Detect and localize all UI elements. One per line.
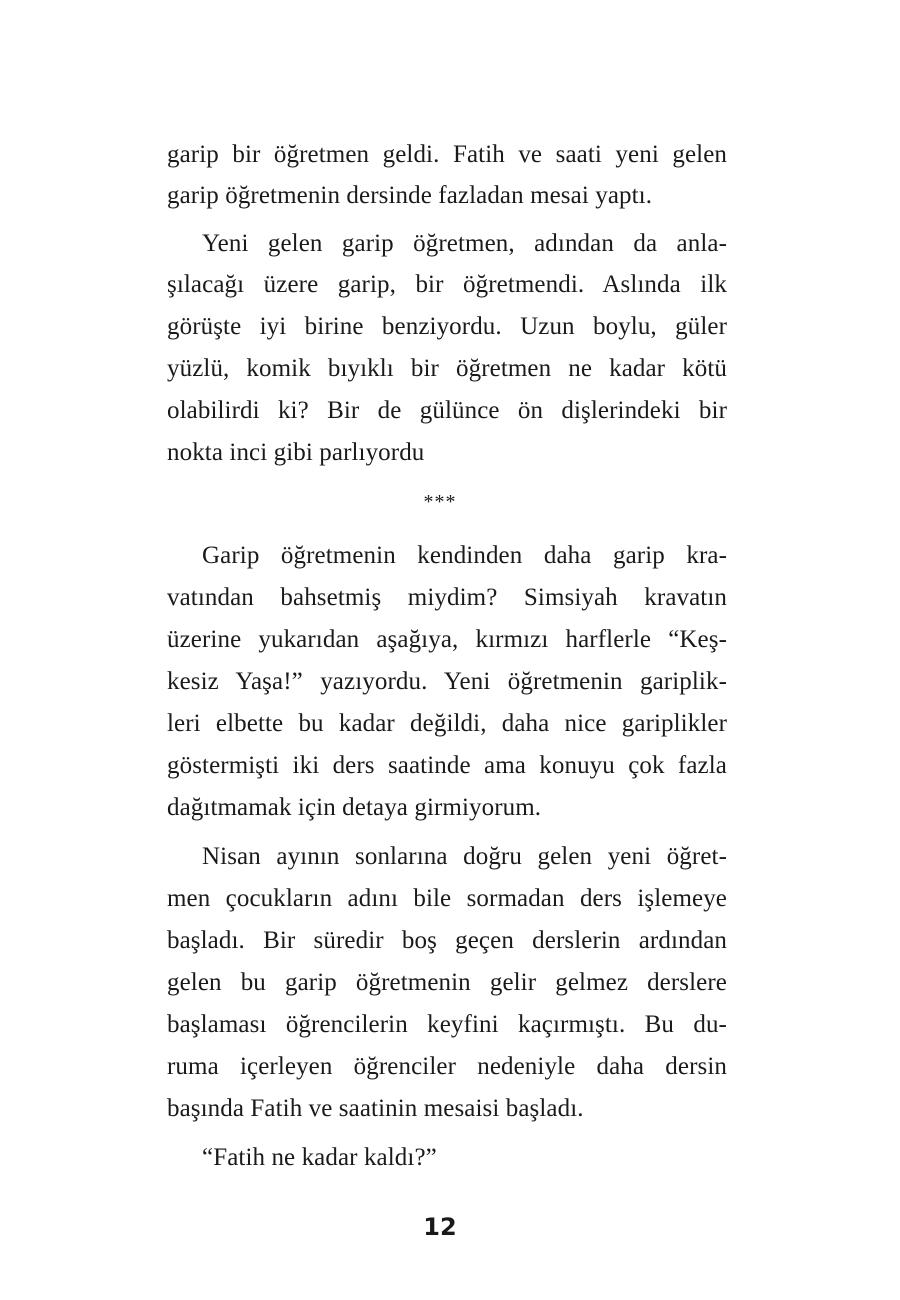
- text-line: başında Fatih ve saatinin mesaisi başladı.: [167, 1095, 584, 1122]
- text-line: Yeni gelen garip öğretmen, adından da anla-: [202, 230, 727, 257]
- text-line: Garip öğretmenin kendinden daha garip kra-: [202, 542, 727, 569]
- text-line: garip bir öğretmen geldi. Fatih ve saati yeni gelen: [167, 141, 727, 168]
- text-line: leri elbette bu kadar değildi, daha nice gariplikler: [167, 710, 727, 737]
- text-line: Nisan ayının sonlarına doğru gelen yeni öğret-: [202, 843, 727, 870]
- text-line: gelen bu garip öğretmenin gelir gelmez derslere: [167, 969, 727, 996]
- text-line: yüzlü, komik bıyıklı bir öğretmen ne kadar kötü: [167, 355, 727, 382]
- text-line: olabilirdi ki? Bir de gülünce ön dişlerindeki bir: [167, 397, 727, 424]
- scene-separator: ***: [423, 491, 457, 513]
- text-line: üzerine yukarıdan aşağıya, kırmızı harflerle “Keş-: [167, 626, 727, 653]
- text-line: garip öğretmenin dersinde fazladan mesai yaptı.: [167, 182, 653, 209]
- text-line: men çocukların adını bile sormadan ders işlemeye: [167, 885, 727, 912]
- text-line: başlaması öğrencilerin keyfini kaçırmıştı. Bu du-: [167, 1011, 727, 1038]
- text-line: dağıtmamak için detaya girmiyorum.: [167, 794, 542, 821]
- text-line: ruma içerleyen öğrenciler nedeniyle daha dersin: [167, 1053, 727, 1080]
- text-line: başladı. Bir süredir boş geçen derslerin ardından: [167, 927, 727, 954]
- text-line: “Fatih ne kadar kaldı?”: [202, 1144, 437, 1171]
- text-line: kesiz Yaşa!” yazıyordu. Yeni öğretmenin gariplik-: [167, 668, 727, 695]
- text-line: nokta inci gibi parlıyordu: [167, 439, 425, 466]
- text-line: vatından bahsetmiş miydim? Simsiyah kravatın: [167, 584, 727, 611]
- text-line: göstermişti iki ders saatinde ama konuyu çok fazla: [167, 752, 727, 779]
- text-line: görüşte iyi birine benziyordu. Uzun boylu, güler: [167, 313, 727, 340]
- text-line: şılacağı üzere garip, bir öğretmendi. Aslında ilk: [167, 271, 727, 298]
- page-number: 12: [423, 1213, 457, 1241]
